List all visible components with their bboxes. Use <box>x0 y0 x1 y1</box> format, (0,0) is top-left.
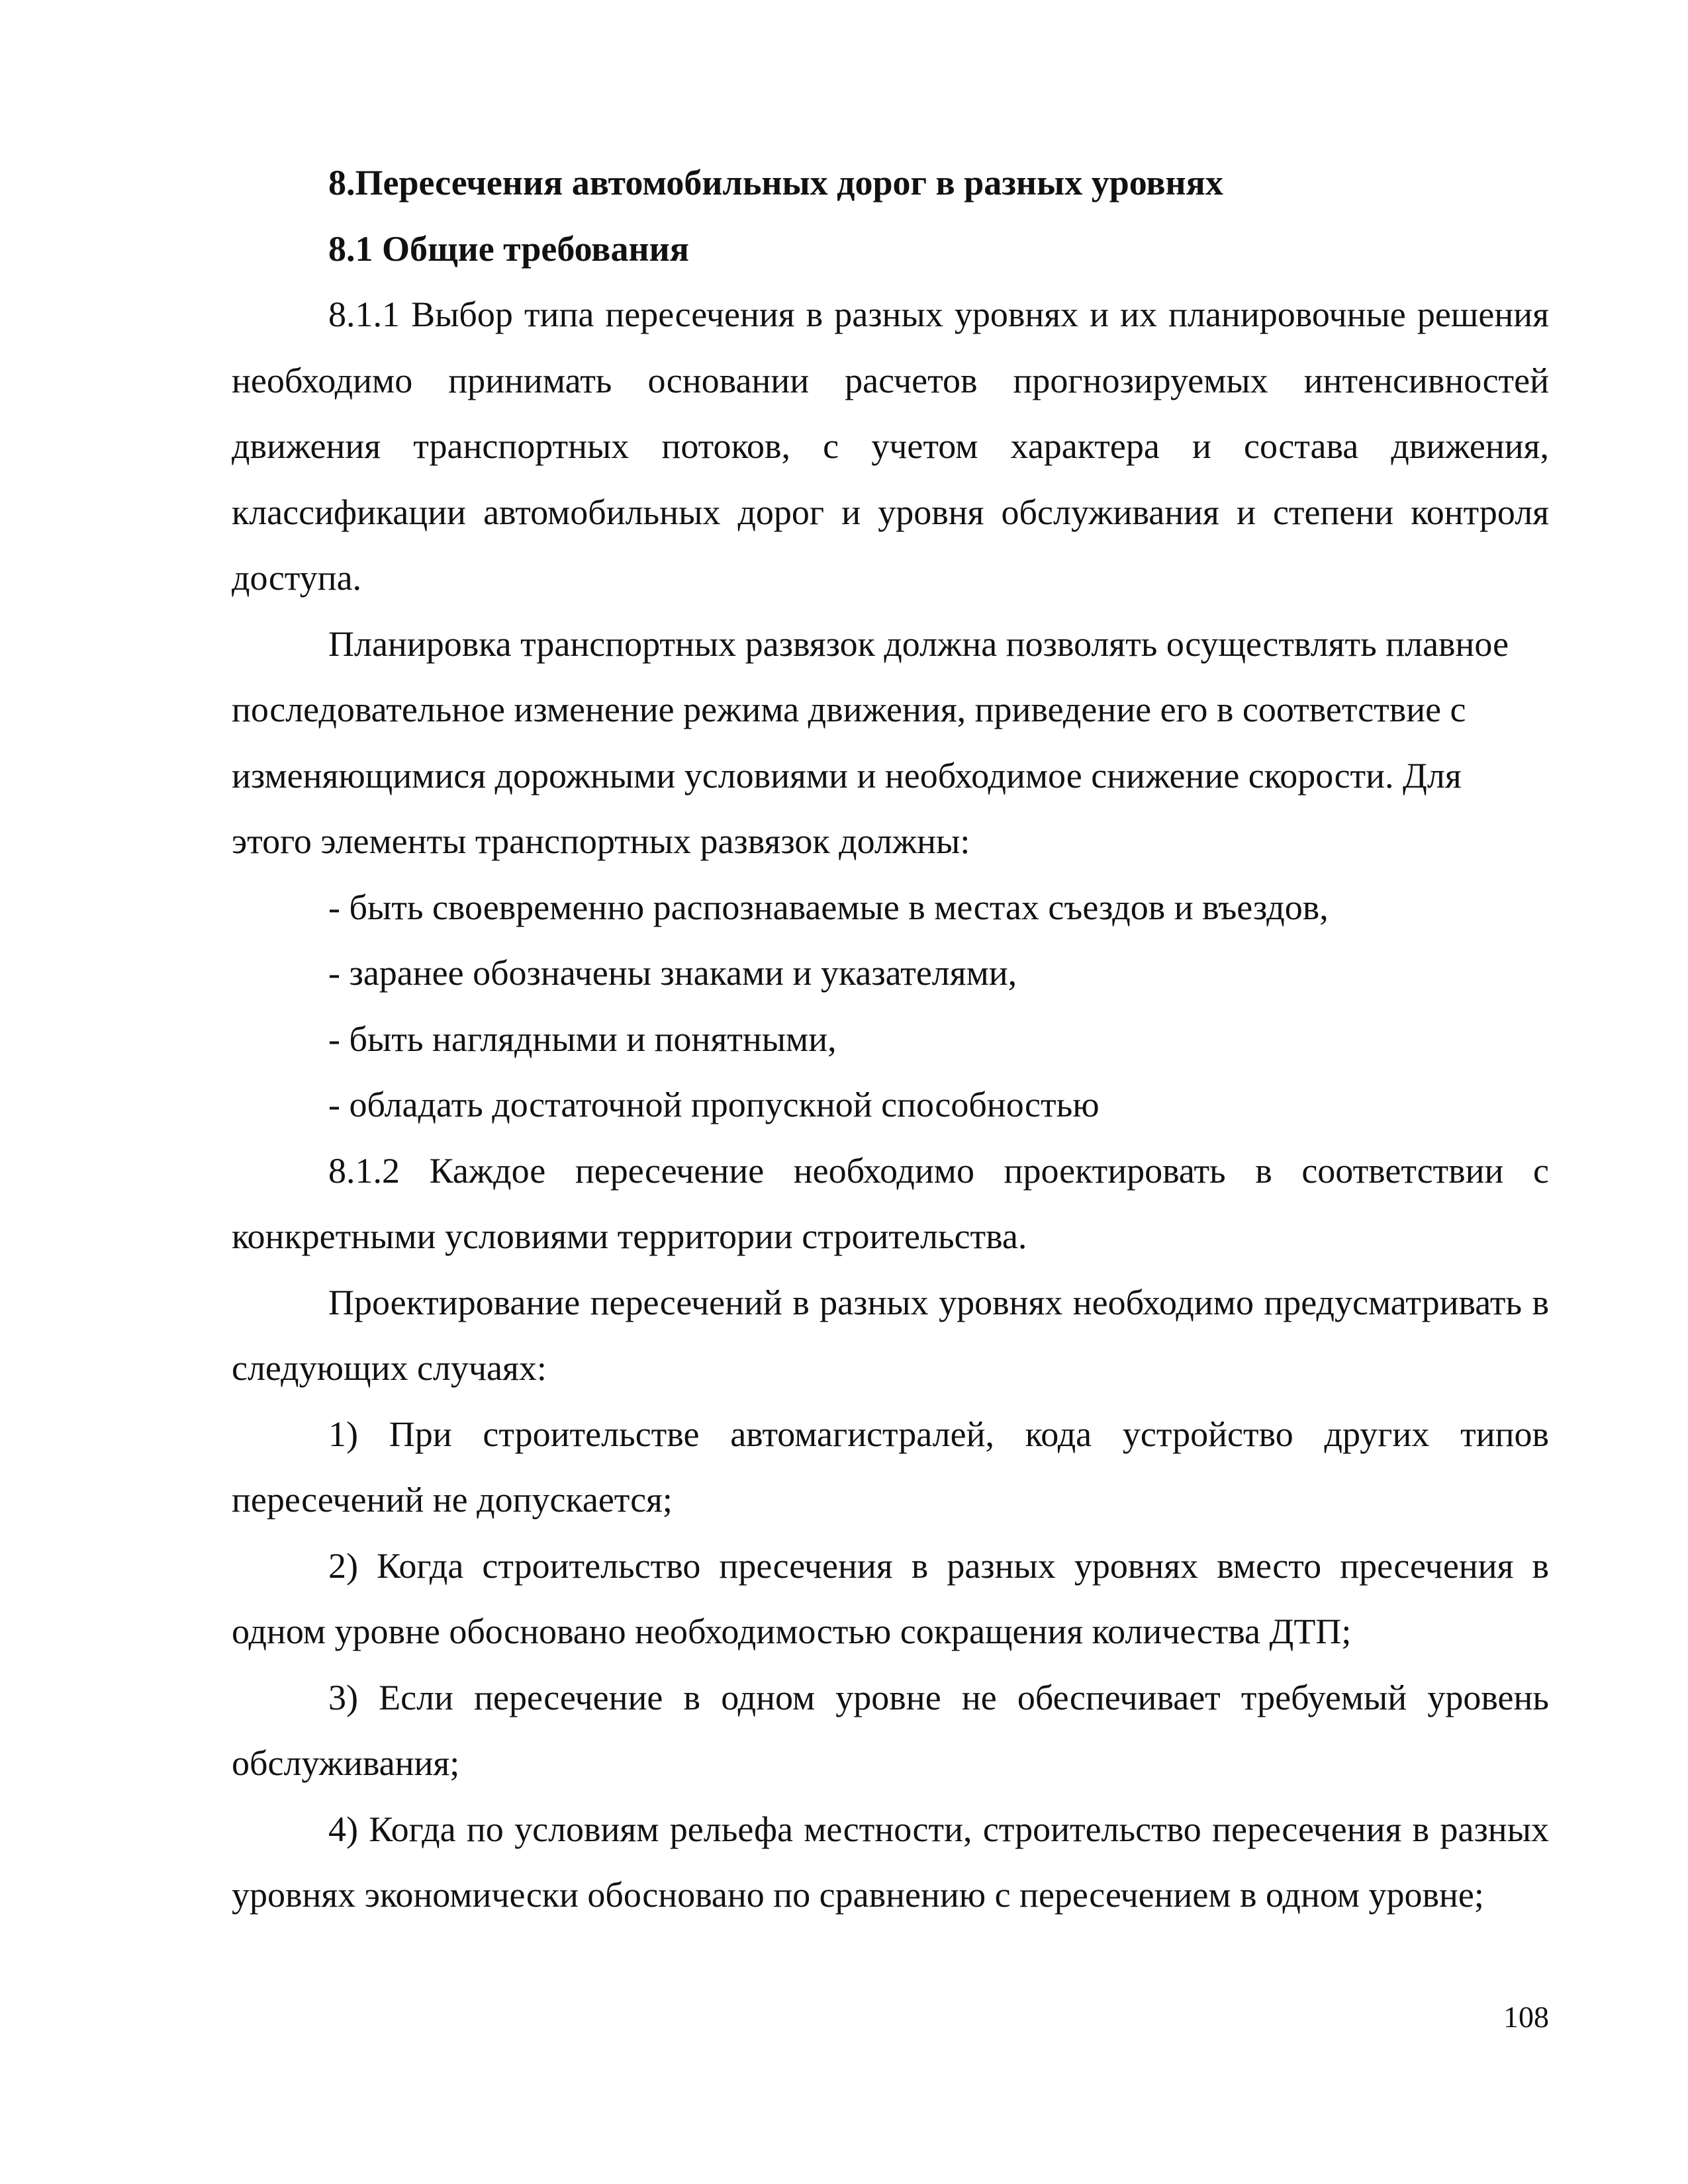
paragraph-8-1-2: 8.1.2 Каждое пересечение необходимо проектировать в соответствии с конкретными условиями территории строительства. <box>232 1150 1549 1256</box>
bullet-item: - обладать достаточной пропускной способностью <box>328 1085 1100 1124</box>
paragraph-planning: Планировка транспортных развязок должна позволять осуществлять плавное последовательное изменение режима движения, приведение его в соответствие с изменяющимися дорожными условиями и необходимое снижение скорости. Для этого элементы транспортных развязок должны: <box>232 623 1509 861</box>
section-heading: 8.Пересечения автомобильных дорог в разных уровнях <box>328 163 1223 203</box>
case-item-1: 1) При строительстве автомагистралей, кода устройство других типов пересечений не допускается; <box>232 1414 1549 1520</box>
case-item-4: 4) Когда по условиям рельефа местности, строительство пересечения в разных уровнях экономически обосновано по сравнению с пересечением в одном уровне; <box>232 1809 1549 1915</box>
bullet-item: - быть своевременно распознаваемые в местах съездов и въездов, <box>328 887 1329 927</box>
paragraph-design-cases: Проектирование пересечений в разных уровнях необходимо предусматривать в следующих случаях: <box>232 1282 1549 1388</box>
page-number: 108 <box>1503 2000 1549 2034</box>
case-item-2: 2) Когда строительство пресечения в разных уровнях вместо пресечения в одном уровне обосновано необходимостью сокращения количества ДТП; <box>232 1545 1549 1651</box>
paragraph-8-1-1: 8.1.1 Выбор типа пересечения в разных уровнях и их планировочные решения необходимо принимать основании расчетов прогнозируемых интенсивностей движения транспортных потоков, с учетом характера и состава движения, классификации автомобильных дорог и уровня обслуживания и степени контроля доступа. <box>232 295 1549 598</box>
subsection-heading: 8.1 Общие требования <box>328 229 689 269</box>
bullet-item: - быть наглядными и понятными, <box>328 1019 837 1059</box>
document-page <box>232 150 1549 1929</box>
case-item-3: 3) Если пересечение в одном уровне не обеспечивает требуемый уровень обслуживания; <box>232 1677 1549 1783</box>
bullet-item: - заранее обозначены знаками и указателями, <box>328 953 1017 993</box>
